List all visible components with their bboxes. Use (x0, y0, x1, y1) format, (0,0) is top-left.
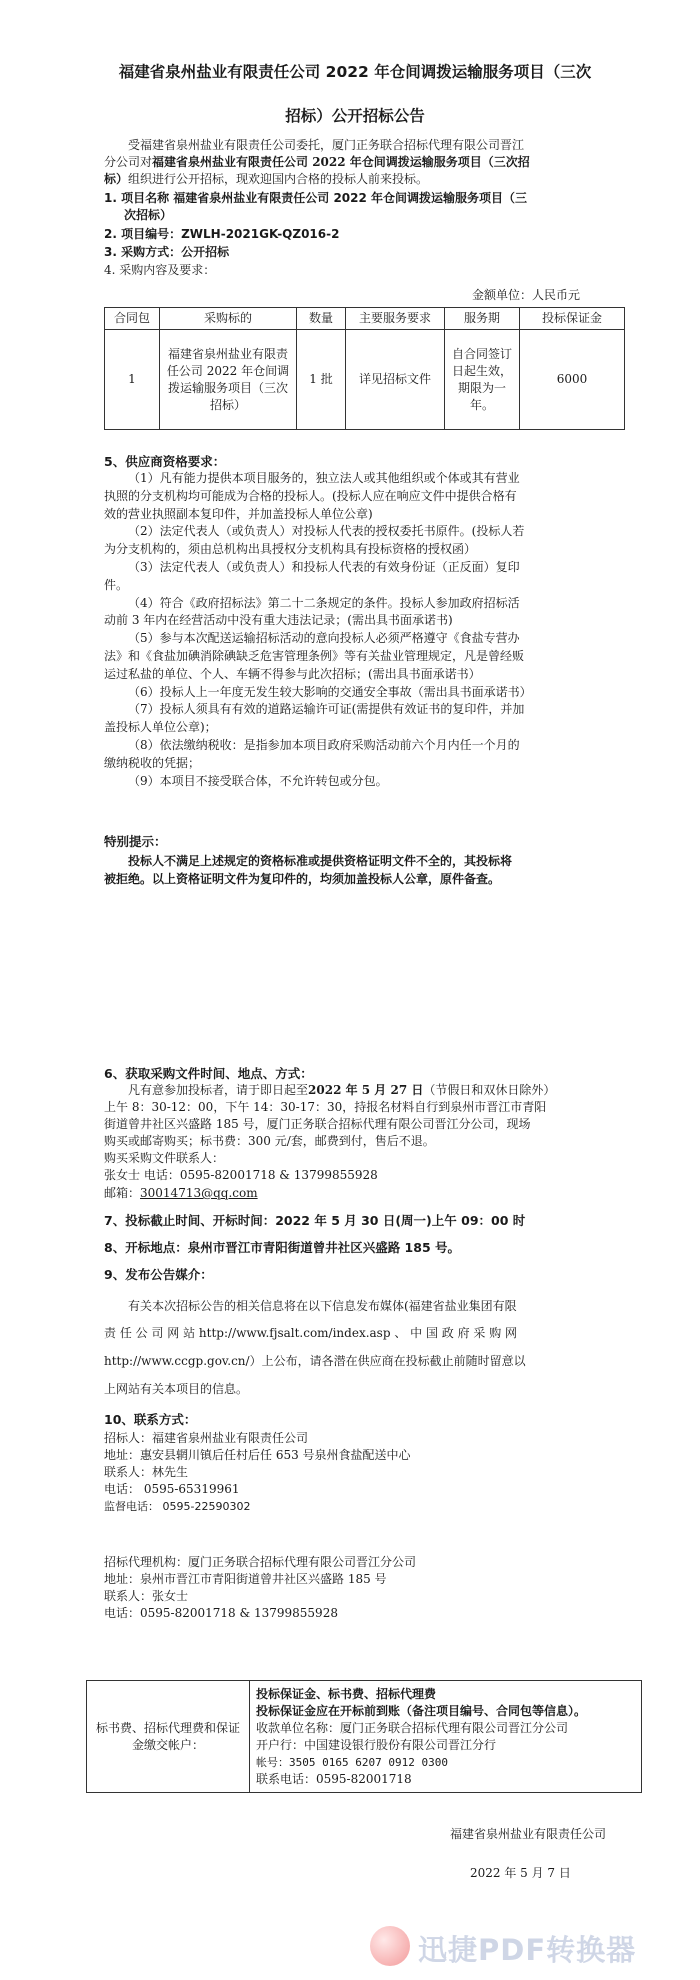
qualification-line: （1）凡有能力提供本项目服务的，独立法人或其他组织或个体或其有营业 (128, 471, 520, 485)
qualification-line: （2）法定代表人（或负责人）对投标人代表的授权委托书原件。(投标人若 (128, 524, 525, 539)
table-header-row (105, 308, 625, 330)
pdf-converter-logo-icon (370, 1926, 410, 1966)
sec9-line4: 上网站有关本项目的信息。 (104, 1382, 249, 1396)
item-project-name: 1. 项目名称 福建省泉州盐业有限责任公司 2022 年仓间调拨运输服务项目（三 (104, 191, 528, 205)
agent-name: 招标代理机构：厦门正务联合招标代理有限公司晋江分公司 (104, 1555, 417, 1569)
item-method: 3. 采购方式：公开招标 (104, 245, 230, 259)
tenderer-address: 地址：惠安县辋川镇后任村后任 653 号泉州食盐配送中心 (104, 1448, 411, 1462)
item-project-code: 2. 项目编号：ZWLH-2021GK-QZ016-2 (104, 227, 340, 241)
sec7-deadline: 7、投标截止时间、开标时间：2022 年 5 月 30 日(周一)上午 09：00 时 (104, 1213, 526, 1228)
tenderer-name: 招标人：福建省泉州盐业有限责任公司 (104, 1431, 309, 1445)
col-header: 数量 (297, 308, 346, 330)
sec9-line3: http://www.ccgp.gov.cn/）上公布，请各潜在供应商在投标截止前随时留意以 (104, 1354, 526, 1368)
sec6-line1: 凡有意参加投标者，请于即日起至2022 年 5 月 27 日（节假日和双休日除外） (128, 1083, 556, 1097)
col-header: 服务期 (445, 308, 520, 330)
qualification-line: 件。 (104, 577, 129, 592)
sec9-line1: 有关本次招标公告的相关信息将在以下信息发布媒体(福建省盐业集团有限 (128, 1299, 517, 1313)
special-notice-line2: 被拒绝。以上资格证明文件为复印件的，均须加盖投标人公章，原件备查。 (104, 872, 501, 886)
procurement-table (104, 307, 625, 430)
table-row (105, 330, 625, 430)
item-content: 4. 采购内容及要求： (104, 263, 216, 277)
qualification-line: （3）法定代表人（或负责人）和投标人代表的有效身份证（正反面）复印 (128, 559, 520, 574)
cell-quantity: 1 批 (297, 330, 346, 430)
watermark (370, 1922, 690, 1970)
sec9-heading: 9、发布公告媒介： (104, 1267, 213, 1282)
qualification-heading: 5、供应商资格要求： (104, 454, 226, 469)
qualification-line: 缴纳税收的凭据； (104, 755, 201, 770)
special-notice-heading: 特别提示： (104, 834, 167, 849)
qualification-line: 效的营业执照副本复印件，并加盖投标人单位公章) (104, 506, 373, 521)
sec6-line4: 购买或邮寄购买；标书费：300 元/套，邮费到付，售后不退。 (104, 1134, 435, 1148)
signature-company: 福建省泉州盐业有限责任公司 (450, 1827, 607, 1841)
qualification-line: （7）投标人须具有有效的道路运输许可证(需提供有效证书的复印件，并加 (128, 702, 525, 717)
col-header: 合同包 (105, 308, 160, 330)
sec9-line2: 责 任 公 司 网 站 http://www.fjsalt.com/index.asp 、 中 国 政 府 采 购 网 (104, 1326, 518, 1340)
sec10-heading: 10、联系方式： (104, 1412, 197, 1427)
sec6-email-row: 邮箱：30014713@qq.com (104, 1186, 258, 1200)
agent-address: 地址：泉州市晋江市青阳街道曾井社区兴盛路 185 号 (104, 1572, 387, 1586)
sec6-line3: 街道曾井社区兴盛路 185 号，厦门正务联合招标代理有限公司晋江分公司，现场 (104, 1117, 531, 1131)
sec6-line5: 购买采购文件联系人： (104, 1151, 225, 1165)
col-header: 主要服务要求 (346, 308, 445, 330)
watermark-text: 迅捷PDF转换器 (418, 1933, 637, 1967)
intro-line2: 分公司对福建省泉州盐业有限责任公司 2022 年仓间调拨运输服务项目（三次招 (104, 155, 530, 169)
qualification-list (104, 470, 644, 790)
qualification-line: 盖投标人单位公章)； (104, 720, 217, 735)
sec6-line2: 上午 8：30-12：00，下午 14：30-17：30，持报名材料自行到泉州市晋江市青阳 (104, 1100, 547, 1114)
qualification-line: （8）依法缴纳税收：是指参加本项目政府采购活动前六个月内任一个月的 (128, 737, 520, 752)
payee-name: 收款单位名称：厦门正务联合招标代理有限公司晋江分公司 (256, 1720, 569, 1735)
qualification-line: （4）符合《政府招标法》第二十二条规定的条件。投标人参加政府招标活 (128, 595, 520, 610)
qualification-line: 运过私盐的单位、个人、车辆不得参与此次招标；(需出具书面承诺书） (104, 666, 481, 681)
intro-line3: 标）组织进行公开招标，现欢迎国内合格的投标人前来投标。 (104, 172, 429, 186)
supervision-phone: 监督电话： 0595-22590302 (104, 1500, 251, 1513)
tenderer-contact: 联系人：林先生 (104, 1465, 189, 1479)
fee-deadline-note: 投标保证金应在开标前到账（备注项目编号、合同包等信息）。 (256, 1703, 587, 1718)
qualification-line: （6）投标人上一年度无发生较大影响的交通安全事故（需出具书面承诺书） (128, 684, 532, 699)
page-title-line1: 福建省泉州盐业有限责任公司 2022 年仓间调拨运输服务项目（三次 (118, 63, 592, 81)
cell-package: 1 (105, 330, 160, 430)
bank-name: 开户行：中国建设银行股份有限公司晋江分行 (256, 1737, 497, 1752)
sec6-contact: 张女士 电话：0595-82001718 & 13799855928 (104, 1168, 378, 1182)
cell-requirement: 详见招标文件 (346, 330, 445, 430)
qualification-line: （9）本项目不接受联合体，不允许转包或分包。 (128, 773, 388, 788)
tenderer-phone: 电话： 0595-65319961 (104, 1482, 240, 1496)
page-title-line2: 招标）公开招标公告 (285, 107, 425, 125)
item-project-name-cont: 次招标） (124, 208, 173, 222)
email-link[interactable]: 30014713@qq.com (140, 1186, 258, 1200)
fee-phone: 联系电话：0595-82001718 (256, 1771, 412, 1786)
cell-subject: 福建省泉州盐业有限责任公司 2022 年仓间调拨运输服务项目（三次招标） (160, 330, 297, 430)
fee-types: 投标保证金、标书费、招标代理费 (256, 1686, 437, 1701)
col-header: 投标保证金 (520, 308, 625, 330)
agent-phone: 电话：0595-82001718 & 13799855928 (104, 1606, 338, 1620)
account-number: 帐号：3505 0165 6207 0912 0300 (256, 1755, 448, 1769)
fee-account-table (86, 1680, 642, 1793)
fee-details (250, 1681, 642, 1793)
sec8-location: 8、开标地点：泉州市晋江市青阳街道曾井社区兴盛路 185 号。 (104, 1240, 461, 1255)
cell-deposit: 6000 (520, 330, 625, 430)
agent-contact: 联系人：张女士 (104, 1589, 189, 1603)
special-notice-line1: 投标人不满足上述规定的资格标准或提供资格证明文件不全的，其投标将 (128, 854, 513, 868)
qualification-line: 法》和《食盐加碘消除碘缺乏危害管理条例》等有关盐业管理规定，凡是曾经贩 (104, 648, 525, 663)
signature-date: 2022 年 5 月 7 日 (470, 1866, 571, 1880)
qualification-line: 动前 3 年内在经营活动中没有重大违法记录；(需出具书面承诺书) (104, 613, 453, 628)
cell-period: 自合同签订日起生效，期限为一年。 (445, 330, 520, 430)
qualification-line: 执照的分支机构均可能成为合格的投标人。(投标人应在响应文件中提供合格有 (104, 488, 517, 503)
col-header: 采购标的 (160, 308, 297, 330)
fee-label: 标书费、招标代理费和保证金缴交帐户： (87, 1681, 250, 1793)
qualification-line: 为分支机构的，须由总机构出具授权分支机构具有投标资格的授权函） (104, 542, 477, 557)
sec6-heading: 6、获取采购文件时间、地点、方式： (104, 1066, 313, 1081)
qualification-line: （5）参与本次配送运输招标活动的意向投标人必须严格遵守《食盐专营办 (128, 631, 520, 646)
table-row (87, 1681, 642, 1793)
intro-line1: 受福建省泉州盐业有限责任公司委托，厦门正务联合招标代理有限公司晋江 (128, 138, 525, 152)
currency-note: 金额单位：人民币元 (472, 288, 581, 302)
